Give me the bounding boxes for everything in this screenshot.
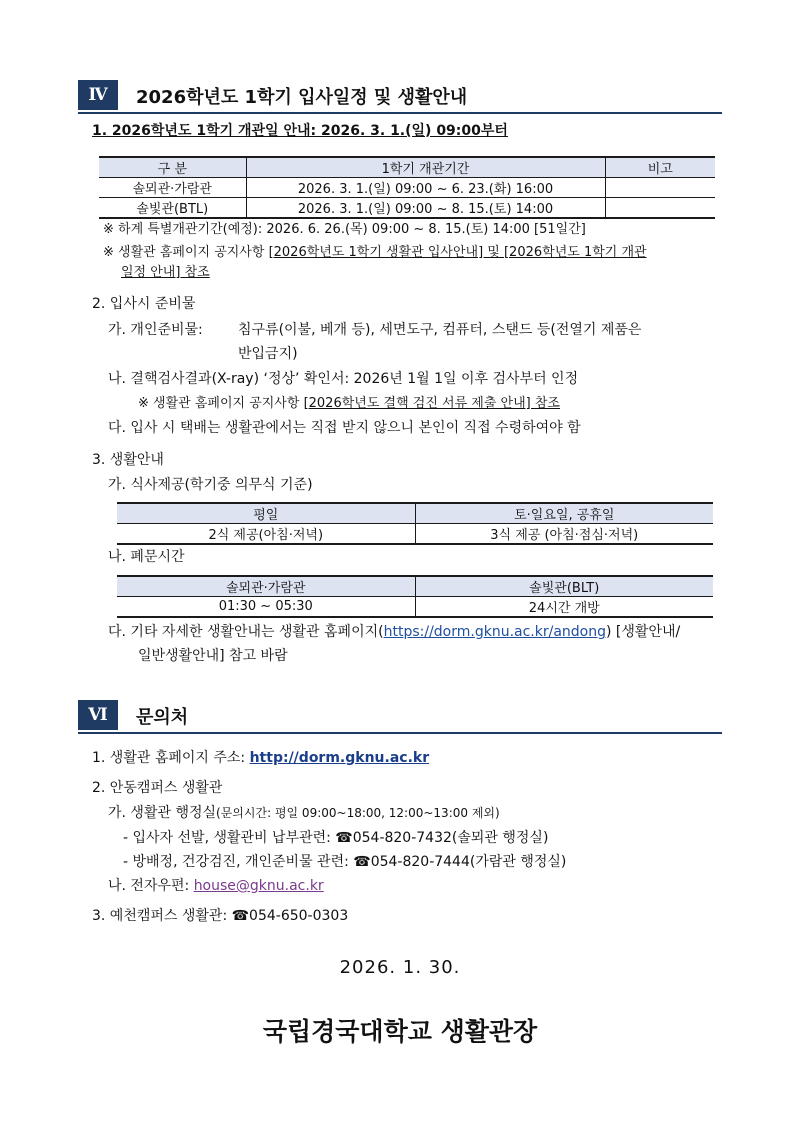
yecheon-dorm-contact: 3. 예천캠퍼스 생활관: ☎054-650-0303 (92, 908, 349, 924)
homepage-notice-note-line2 (121, 264, 210, 282)
signature: 국립경국대학교 생활관장 (262, 1017, 538, 1046)
homepage-address-label: 1. 생활관 홈페이지 주소: (92, 750, 250, 766)
contact-garam: - 방배정, 건강검진, 개인준비물 관련: ☎054-820-7444(가람관 행정실) (123, 854, 567, 870)
table-row (117, 597, 713, 618)
admin-office (108, 804, 500, 822)
tb-test-note-link[interactable]: [2026학년도 결핵 검진 서류 제출 안내] 참조 (303, 396, 560, 411)
living-guide-heading: 3. 생활안내 (92, 452, 164, 468)
admin-office-hours: (문의시간: 평일 09:00~18:00, 12:00~13:00 제외) (216, 806, 500, 820)
section-6-number: Ⅵ (78, 700, 118, 730)
summer-opening-note: ※ 하계 특별개관기간(예정): 2026. 6. 26.(목) 09:00 ~ 8. 15.(토) 14:00 [51일간] (103, 222, 586, 237)
table-header: 솔빛관(BLT) (415, 576, 713, 597)
closing-time-heading: 나. 폐문시간 (108, 549, 185, 565)
table-cell: 24시간 개방 (415, 597, 713, 618)
preparation-heading: 2. 입사시 준비물 (92, 296, 196, 312)
table-cell: 솔빛관(BTL) (99, 198, 246, 219)
closing-time-table (117, 575, 713, 618)
homepage-notice-link-1[interactable]: [2026학년도 1학기 생활관 입사안내] 및 [2026학년도 1학기 개관 (268, 245, 647, 260)
other-guide-suffix: ) [생활안내/ (606, 624, 681, 640)
opening-date-heading (92, 122, 508, 140)
opening-date-text: 1. 2026학년도 1학기 개관일 안내: 2026. 3. 1.(일) 09:00부터 (92, 123, 508, 139)
table-row (99, 198, 715, 219)
email-line (108, 877, 324, 895)
homepage-link[interactable]: http://dorm.gknu.ac.kr (249, 750, 430, 766)
table-header: 비고 (605, 157, 715, 178)
parcel-notice: 다. 입사 시 택배는 생활관에서는 직접 받지 않으니 본인이 직접 수령하여야 함 (108, 420, 581, 436)
section-6-header (78, 700, 722, 734)
admin-office-label: 가. 생활관 행정실 (108, 805, 217, 821)
table-cell: 솔뫼관·가람관 (99, 178, 246, 198)
table-row (99, 178, 715, 198)
email-label: 나. 전자우편: (108, 878, 194, 894)
table-header: 1학기 개관기간 (246, 157, 605, 178)
section-4-header (78, 80, 722, 114)
other-guide-text-line2: 일반생활안내] 참고 바람 (138, 648, 288, 664)
section-4-number: Ⅳ (78, 80, 118, 110)
homepage-address (92, 749, 429, 767)
other-guide-text (108, 623, 680, 641)
personal-items-text-line2: 반입금지) (238, 346, 298, 362)
table-cell: 01:30 ~ 05:30 (117, 597, 415, 618)
table-header: 평일 (117, 503, 415, 524)
personal-items-text: 침구류(이불, 베개 등), 세면도구, 컴퓨터, 스탠드 등(전열기 제품은 (238, 322, 642, 338)
table-cell (605, 178, 715, 198)
contact-solmoe: - 입사자 선발, 생활관비 납부관련: ☎054-820-7432(솔뫼관 행정실) (123, 830, 549, 846)
homepage-notice-note (103, 244, 647, 262)
other-guide-prefix: 다. 기타 자세한 생활안내는 생활관 홈페이지( (108, 624, 384, 640)
table-cell: 2026. 3. 1.(일) 09:00 ~ 6. 23.(화) 16:00 (246, 178, 605, 198)
homepage-notice-prefix: ※ 생활관 홈페이지 공지사항 (103, 245, 269, 260)
table-header: 솔뫼관·가람관 (117, 576, 415, 597)
tb-test-note (138, 395, 560, 413)
table-header: 토·일요일, 공휴일 (415, 503, 713, 524)
meal-heading: 가. 식사제공(학기중 의무식 기준) (108, 477, 313, 493)
personal-items-label: 가. 개인준비물: (108, 322, 203, 338)
email-link[interactable]: house@gknu.ac.kr (193, 878, 324, 894)
andong-dorm-heading: 2. 안동캠퍼스 생활관 (92, 780, 223, 796)
opening-period-table (99, 156, 715, 219)
document-date: 2026. 1. 30. (339, 957, 461, 978)
table-cell (605, 198, 715, 219)
table-cell: 2식 제공(아침·저녁) (117, 524, 415, 545)
homepage-notice-link-2[interactable]: 일정 안내] 참조 (121, 265, 210, 280)
section-4-title: 2026학년도 1학기 입사일정 및 생활안내 (136, 87, 468, 108)
table-cell: 3식 제공 (아침·점심·저녁) (415, 524, 713, 545)
table-header: 구 분 (99, 157, 246, 178)
andong-homepage-link[interactable]: https://dorm.gknu.ac.kr/andong (383, 624, 607, 640)
section-6-title: 문의처 (136, 707, 189, 728)
tb-test-note-prefix: ※ 생활관 홈페이지 공지사항 (138, 396, 304, 411)
meal-table (117, 502, 713, 545)
table-cell: 2026. 3. 1.(일) 09:00 ~ 8. 15.(토) 14:00 (246, 198, 605, 219)
table-row (117, 524, 713, 545)
tb-test-requirement: 나. 결핵검사결과(X-ray) ‘정상’ 확인서: 2026년 1월 1일 이후 검사부터 인정 (108, 371, 579, 387)
